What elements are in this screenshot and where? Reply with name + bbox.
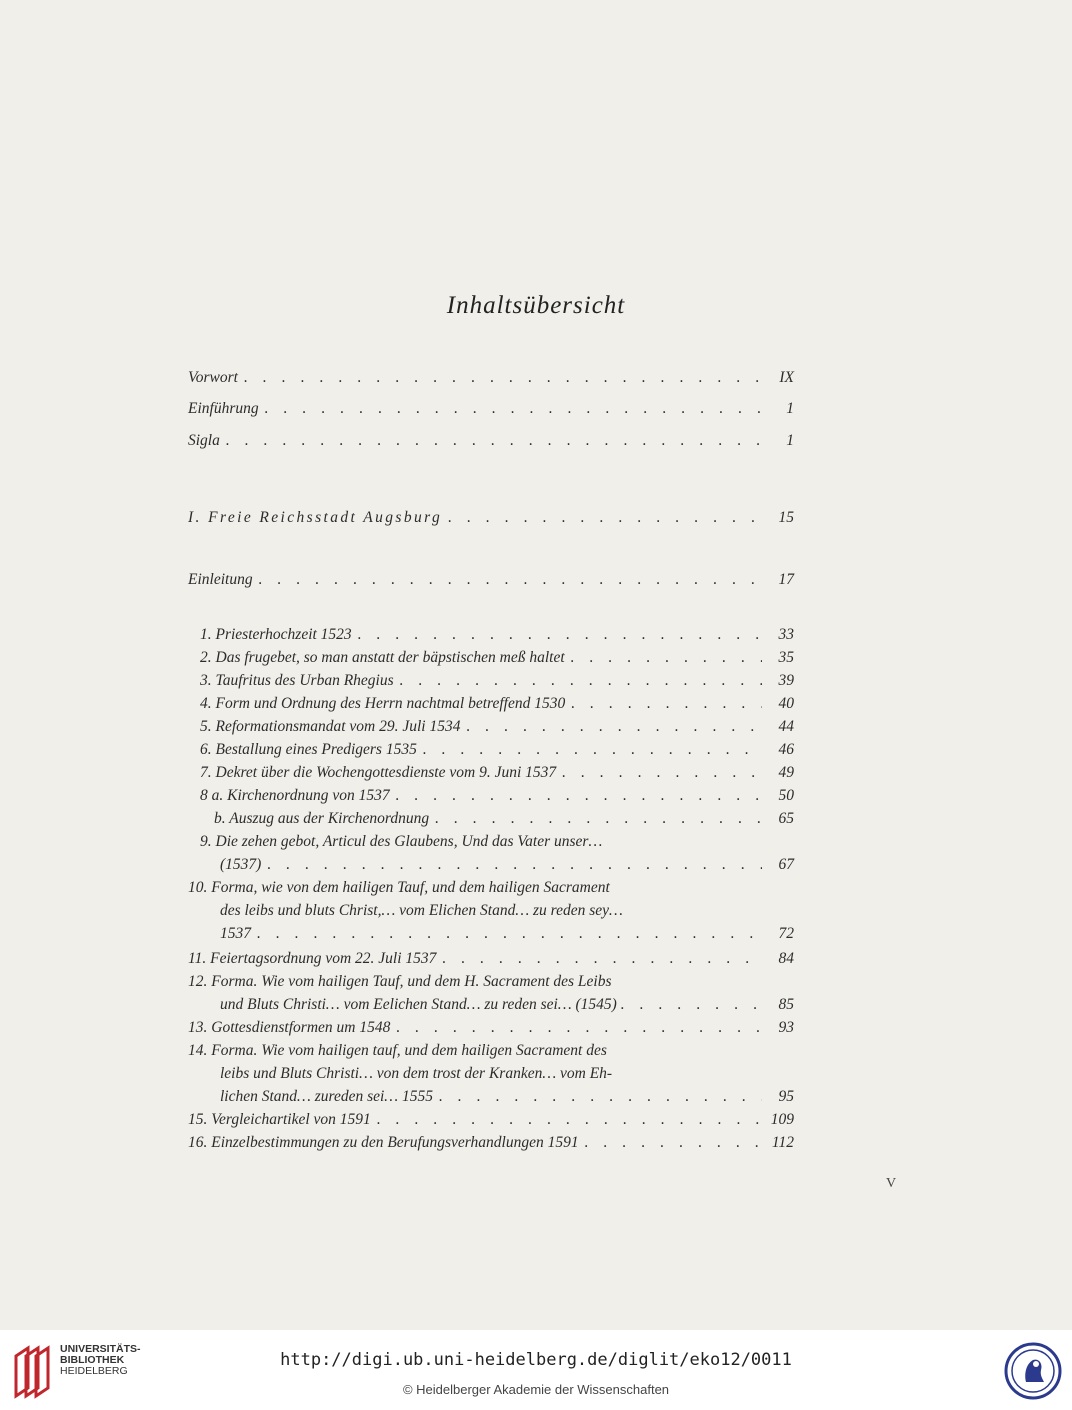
academy-seal-icon[interactable] — [1004, 1342, 1062, 1400]
toc-entry-label: Vorwort — [188, 369, 238, 386]
leader-dots — [435, 810, 762, 828]
toc-entry-label: 11. Feiertagsordnung vom 22. Juli 1537 — [188, 950, 437, 967]
logo-line-3: HEIDELBERG — [60, 1365, 128, 1377]
leader-dots — [571, 695, 762, 713]
toc-item-8a[interactable] — [200, 787, 794, 809]
toc-entry-label: b. Auszug aus der Kirchenordnung — [214, 810, 430, 827]
leader-dots — [244, 369, 762, 387]
toc-item-13[interactable] — [188, 1019, 794, 1041]
toc-entry-page: 109 — [770, 1111, 794, 1128]
toc-entry-page: 15 — [778, 509, 794, 526]
toc-entry-page: 72 — [778, 925, 794, 942]
leader-dots — [396, 1019, 762, 1037]
toc-item-10-line1: 10. Forma, wie von dem hailigen Tauf, und dem hailigen Sacrament — [188, 879, 610, 896]
toc-entry-page: 1 — [786, 400, 794, 417]
leader-dots — [267, 856, 762, 874]
leader-dots — [396, 787, 762, 805]
toc-entry-label: 1. Priesterhochzeit 1523 — [200, 626, 352, 643]
toc-item-10-line2: des leibs und bluts Christ,… vom Elichen Stand… zu reden sey… — [220, 902, 623, 919]
copyright-notice: © Heidelberger Akademie der Wissenschaften — [402, 1382, 670, 1397]
toc-item-6[interactable] — [200, 741, 794, 763]
leader-dots — [448, 509, 762, 527]
toc-entry-page: 46 — [778, 741, 794, 758]
leader-dots — [377, 1111, 762, 1129]
toc-entry-page: 35 — [778, 649, 794, 666]
toc-entry-sigla[interactable] — [188, 432, 794, 454]
toc-item-5[interactable] — [200, 718, 794, 740]
permalink-url[interactable]: http://digi.ub.uni-heidelberg.de/diglit/eko12/0011 — [280, 1350, 792, 1370]
toc-item-2[interactable] — [200, 649, 794, 671]
toc-entry-page: 1 — [786, 432, 794, 449]
toc-item-10[interactable] — [220, 925, 794, 947]
toc-entry-page: IX — [779, 369, 794, 386]
leader-dots — [439, 1088, 762, 1106]
toc-entry-label: 6. Bestallung eines Predigers 1535 — [200, 741, 417, 758]
leader-dots — [466, 718, 762, 736]
leader-dots — [621, 996, 764, 1014]
toc-entry-label: 5. Reformationsmandat vom 29. Juli 1534 — [200, 718, 461, 735]
toc-section-augsburg[interactable] — [188, 509, 794, 531]
logo-line-1: UNIVERSITÄTS- — [60, 1343, 141, 1355]
toc-item-9[interactable] — [220, 856, 794, 878]
toc-entry-page: 50 — [778, 787, 794, 804]
toc-entry-label: Einleitung — [188, 571, 253, 588]
toc-entry-label: Einführung — [188, 400, 259, 417]
toc-entry-page: 84 — [778, 950, 794, 967]
toc-entry-page: 44 — [778, 718, 794, 735]
toc-entry-label: 8 a. Kirchenordnung von 1537 — [200, 787, 390, 804]
toc-item-8b[interactable] — [214, 810, 794, 832]
toc-item-16[interactable] — [188, 1134, 794, 1156]
toc-entry-page: 85 — [778, 996, 794, 1013]
toc-entry-page: 39 — [778, 672, 794, 689]
toc-entry-label: 1537 — [220, 925, 251, 942]
toc-entry-page: 65 — [778, 810, 794, 827]
toc-item-11[interactable] — [188, 950, 794, 972]
toc-entry-vorwort[interactable] — [188, 369, 794, 391]
leader-dots — [226, 432, 762, 450]
page-number-mark: V — [886, 1176, 897, 1191]
leader-dots — [585, 1134, 762, 1152]
leader-dots — [400, 672, 762, 690]
toc-entry-page: 95 — [778, 1088, 794, 1105]
leader-dots — [259, 571, 762, 589]
toc-item-12-line1: 12. Forma. Wie vom hailigen Tauf, und dem H. Sacrament des Leibs — [188, 973, 612, 990]
toc-item-7[interactable] — [200, 764, 794, 786]
leader-dots — [257, 925, 762, 943]
toc-entry-label: 15. Vergleichartikel von 1591 — [188, 1111, 371, 1128]
toc-entry-einleitung[interactable] — [188, 571, 794, 593]
toc-entry-page: 40 — [778, 695, 794, 712]
toc-entry-label: und Bluts Christi… vom Eelichen Stand… zu reden sei… (1545) — [220, 996, 617, 1013]
toc-entry-label: 4. Form und Ordnung des Herrn nachtmal betreffend 1530 — [200, 695, 566, 712]
toc-entry-label: Sigla — [188, 432, 220, 449]
toc-entry-label: 2. Das frugebet, so man anstatt der bäpstischen meß haltet — [200, 649, 565, 666]
toc-item-3[interactable] — [200, 672, 794, 694]
viewer-footer — [0, 1330, 1072, 1410]
logo-line-2: BIBLIOTHEK — [60, 1354, 125, 1366]
toc-entry-label: (1537) — [220, 856, 262, 873]
toc-item-12[interactable] — [220, 996, 794, 1018]
leader-dots — [562, 764, 762, 782]
toc-item-14-line1: 14. Forma. Wie vom hailigen tauf, und dem hailigen Sacrament des — [188, 1042, 607, 1059]
toc-entry-page: 67 — [778, 856, 794, 873]
leader-dots — [571, 649, 762, 667]
toc-item-4[interactable] — [200, 695, 794, 717]
leader-dots — [358, 626, 762, 644]
toc-entry-page: 33 — [778, 626, 794, 643]
toc-entry-page: 17 — [778, 571, 794, 588]
toc-item-9-line1: 9. Die zehen gebot, Articul des Glaubens, Und das Vater unser… — [200, 833, 603, 850]
leader-dots — [442, 950, 762, 968]
leader-dots — [423, 741, 762, 759]
toc-entry-label: 16. Einzelbestimmungen zu den Berufungsverhandlungen 1591 — [188, 1134, 579, 1151]
toc-item-15[interactable] — [188, 1111, 794, 1133]
toc-item-14-line2: leibs und Bluts Christi… von dem trost der Kranken… vom Eh- — [220, 1065, 613, 1082]
toc-entry-label: lichen Stand… zureden sei… 1555 — [220, 1088, 433, 1105]
toc-section-label: I. Freie Reichsstadt Augsburg — [188, 509, 443, 526]
toc-entry-label: 3. Taufritus des Urban Rhegius — [200, 672, 394, 689]
page-title: Inhaltsübersicht — [446, 292, 626, 319]
toc-entry-page: 112 — [771, 1134, 794, 1151]
toc-entry-einfuehrung[interactable] — [188, 400, 794, 422]
toc-entry-label: 7. Dekret über die Wochengottesdienste vom 9. Juni 1537 — [200, 764, 557, 781]
toc-entry-page: 93 — [778, 1019, 794, 1036]
toc-item-1[interactable] — [200, 626, 794, 648]
toc-item-14[interactable] — [220, 1088, 794, 1110]
leader-dots — [265, 400, 762, 418]
toc-entry-page: 49 — [778, 764, 794, 781]
toc-entry-label: 13. Gottesdienstformen um 1548 — [188, 1019, 391, 1036]
